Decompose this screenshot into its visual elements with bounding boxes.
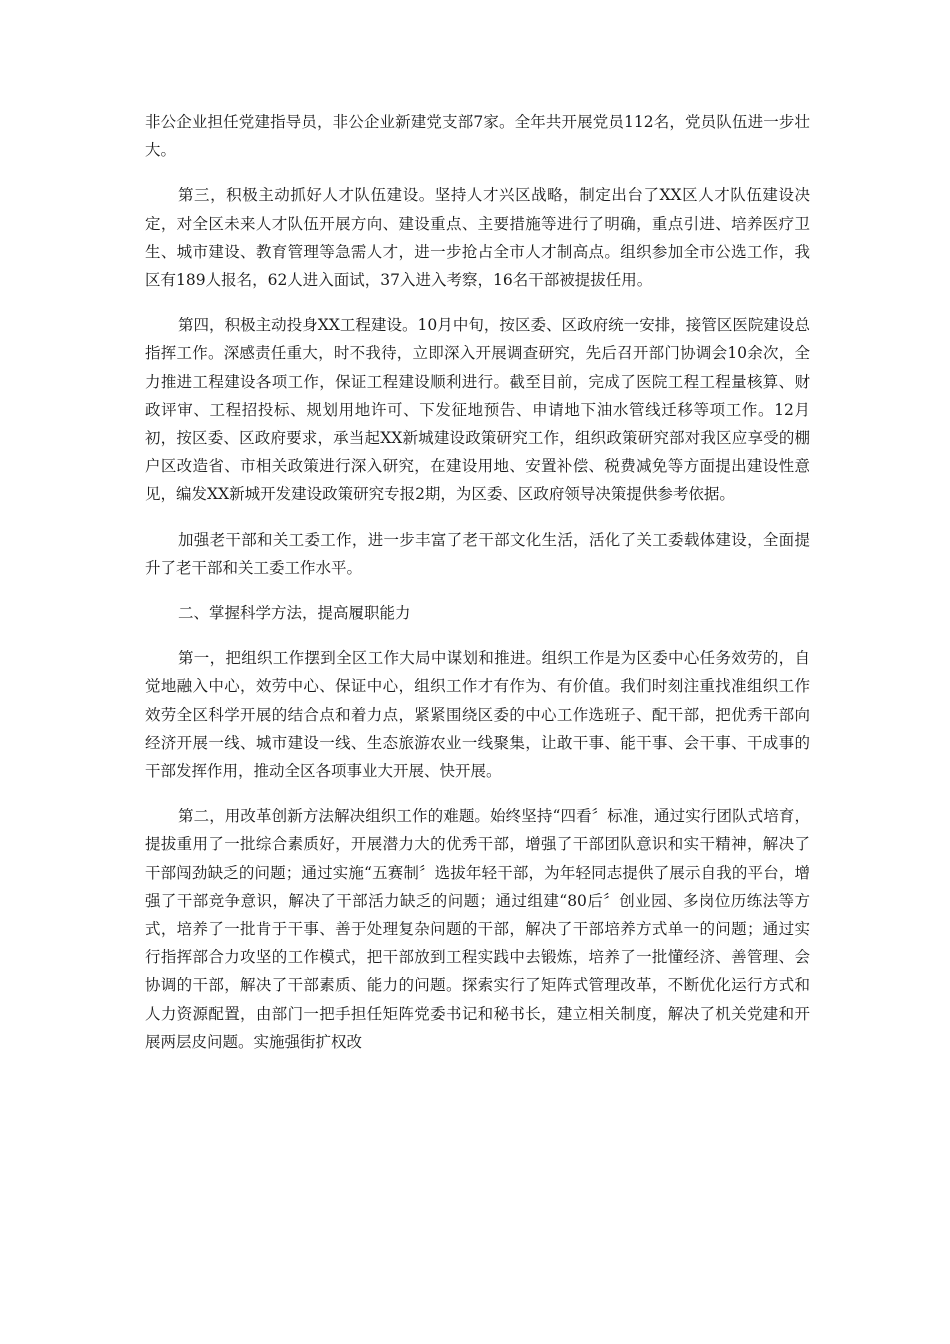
section-heading-scientific-methods: 二、掌握科学方法，提高履职能力: [178, 604, 411, 623]
document-page: [145, 108, 810, 1073]
paragraph-talent-building: 第三，积极主动抓好人才队伍建设。坚持人才兴区战略，制定出台了XX区人才队伍建设决定，对全区未来人才队伍开展方向、建设重点、主要措施等进行了明确，重点引进、培养医疗卫生、城市建设、教育管理等急需人才，进一步抢占全市人才制高点。组织参加全市公选工作，我区有189人报名，62人进入面试，37入进入考察，16名干部被提拔任用。: [145, 186, 810, 290]
paragraph-overall-planning: 第一，把组织工作摆到全区工作大局中谋划和推进。组织工作是为区委中心任务效劳的，自觉地融入中心，效劳中心、保证中心，组织工作才有作为、有价值。我们时刻注重找准组织工作效劳全区科学开展的结合点和着力点，紧紧围绕区委的中心工作选班子、配干部，把优秀干部向经济开展一线、城市建设一线、生态旅游农业一线聚集，让敢干事、能干事、会干事、干成事的干部发挥作用，推动全区各项事业大开展、快开展。: [145, 649, 810, 781]
paragraph-veteran-cadres: 加强老干部和关工委工作，进一步丰富了老干部文化生活，活化了关工委载体建设，全面提升了老干部和关工委工作水平。: [145, 530, 810, 577]
paragraph-project-construction: 第四，积极主动投身XX工程建设。10月中旬，按区委、区政府统一安排，接管区医院建设总指挥工作。深感责任重大，时不我待，立即深入开展调查研究，先后召开部门协调会10余次，全力推进工程建设各项工作，保证工程建设顺利进行。截至目前，完成了医院工程工程量核算、财政评审、工程招投标、规划用地许可、下发征地预告、申请地下油水管线迁移等项工作。12月初，按区委、区政府要求，承当起XX新城建设政策研究工作，组织政策研究部对我区应享受的棚户区改造省、市相关政策进行深入研究，在建设用地、安置补偿、税费减免等方面提出建设性意见，编发XX新城开发建设政策研究专报2期，为区委、区政府领导决策提供参考依据。: [145, 316, 810, 504]
paragraph-reform-innovation: 第二，用改革创新方法解决组织工作的难题。始终坚持“四看〞标准，通过实行团队式培育，提拔重用了一批综合素质好，开展潜力大的优秀干部，增强了干部团队意识和实干精神，解决了干部闯劲缺乏的问题；通过实施“五赛制〞选拔年轻干部，为年轻同志提供了展示自我的平台，增强了干部竞争意识，解决了干部活力缺乏的问题；通过组建“80后〞创业园、多岗位历练法等方式，培养了一批肯于干事、善于处理复杂问题的干部，解决了干部培养方式单一的问题；通过实行指挥部合力攻坚的工作模式，把干部放到工程实践中去锻炼，培养了一批懂经济、善管理、会协调的干部，解决了干部素质、能力的问题。探索实行了矩阵式管理改革，不断优化运行方式和人力资源配置，由部门一把手担任矩阵党委书记和秘书长，建立相关制度，解决了机关党建和开展两层皮问题。实施强街扩权改: [145, 807, 810, 1051]
paragraph-party-members: 非公企业担任党建指导员，非公企业新建党支部7家。全年共开展党员112名，党员队伍进一步壮大。: [145, 113, 810, 160]
